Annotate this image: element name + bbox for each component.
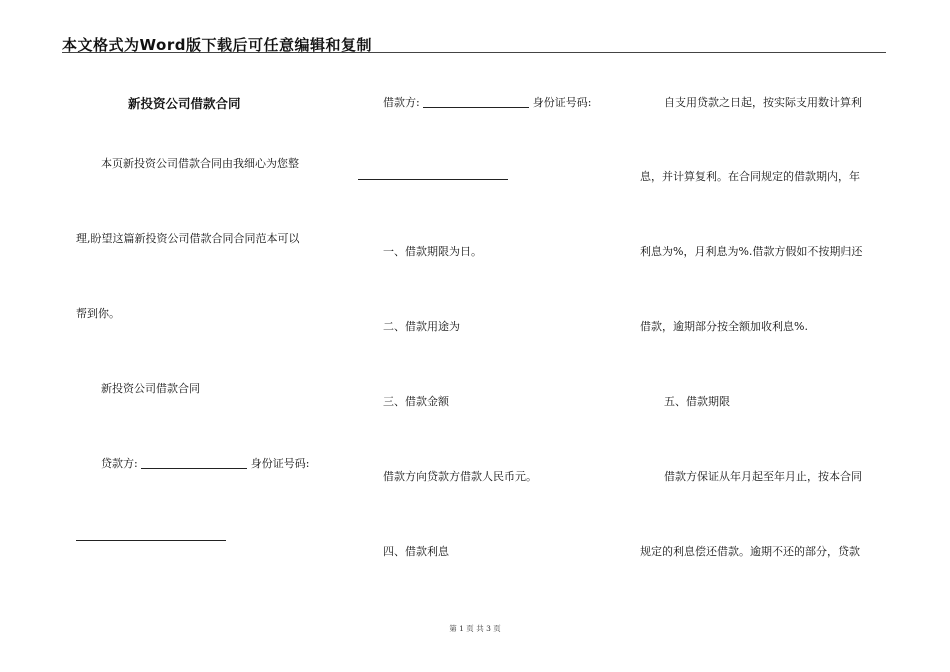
borrower-name-blank bbox=[423, 95, 529, 108]
interest-para-line-3: 利息为%，月利息为%.借款方假如不按期归还 bbox=[640, 245, 863, 258]
intro-line-3: 帮到你。 bbox=[76, 307, 120, 320]
term-para-line-2: 规定的利息偿还借款。逾期不还的部分，贷款 bbox=[640, 545, 860, 558]
header-rule bbox=[62, 52, 886, 53]
lender-id-label: 身份证号码: bbox=[250, 457, 310, 470]
borrower-id-label: 身份证号码: bbox=[532, 96, 592, 109]
clause-4-heading: 四、借款利息 bbox=[383, 545, 449, 558]
lender-name-blank bbox=[141, 456, 247, 469]
document-banner: 本文格式为Word版下载后可任意编辑和复制 bbox=[62, 36, 372, 54]
interest-para-line-2: 息，并计算复利。在合同规定的借款期内，年 bbox=[640, 170, 860, 183]
clause-5-heading: 五、借款期限 bbox=[664, 395, 730, 408]
clause-3-text: 借款方向贷款方借款人民币元。 bbox=[383, 470, 537, 483]
intro-line-2: 理,盼望这篇新投资公司借款合同合同范本可以 bbox=[76, 232, 300, 245]
lender-label: 贷款方: bbox=[101, 457, 138, 470]
term-para-line-1: 借款方保证从年月起至年月止，按本合同 bbox=[664, 470, 862, 483]
intro-line-1: 本页新投资公司借款合同由我细心为您整 bbox=[101, 157, 299, 170]
lender-line bbox=[101, 455, 309, 471]
borrower-id-blank bbox=[358, 179, 508, 180]
lender-id-blank bbox=[76, 540, 226, 541]
clause-1: 一、借款期限为日。 bbox=[383, 245, 482, 258]
clause-3-heading: 三、借款金额 bbox=[383, 395, 449, 408]
interest-para-line-4: 借款，逾期部分按全额加收利息%. bbox=[640, 320, 808, 333]
document-title: 新投资公司借款合同 bbox=[128, 96, 241, 111]
borrower-line bbox=[383, 94, 591, 110]
clause-2: 二、借款用途为 bbox=[383, 320, 460, 333]
contract-subtitle: 新投资公司借款合同 bbox=[101, 382, 200, 395]
interest-para-line-1: 自支用贷款之日起，按实际支用数计算利 bbox=[664, 96, 862, 109]
page-number-footer: 第 1 页 共 3 页 bbox=[449, 624, 501, 633]
borrower-label: 借款方: bbox=[383, 96, 420, 109]
